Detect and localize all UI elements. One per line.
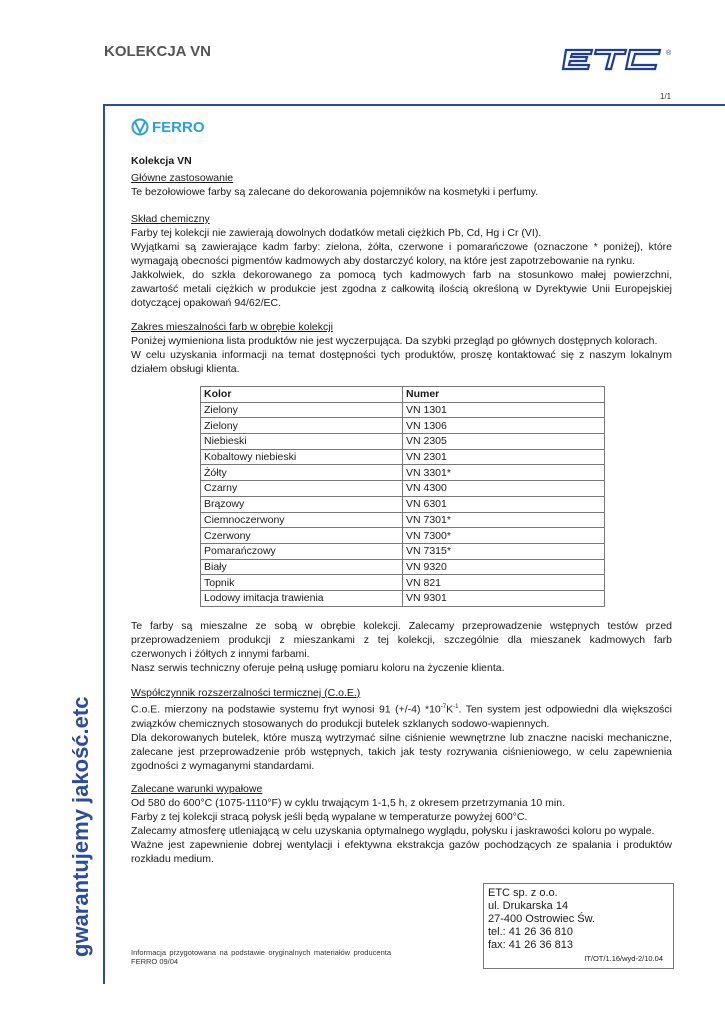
section-coe: [131, 686, 672, 773]
table-row: [201, 481, 605, 497]
cell-numer: VN 2301: [403, 449, 605, 465]
text-line: W celu uzyskania informacji na temat dostępności tych produktów, proszę kontaktować się z naszym lokalnym: [131, 349, 672, 361]
cell-numer: VN 6301: [403, 496, 605, 512]
text-line: Farby z tej kolekcji stracą połysk jeśli będą wypalane w temperaturze powyżej 600°C.: [131, 811, 528, 823]
text-line: Te bezołowiowe farby są zalecane do dekorowania pojemników na kosmetyki i perfumy.: [131, 186, 539, 198]
doc-heading: Kolekcja VN: [131, 155, 192, 167]
text-line: rozkładu medium.: [131, 853, 214, 865]
cell-kolor: Topnik: [201, 575, 403, 591]
text-line: Poniżej wymieniona lista produktów nie jest wyczerpująca. Da szybki przegląd po głównych dostępnych kolorach.: [131, 335, 658, 347]
ferro-check-icon: [131, 118, 149, 136]
text-line: [131, 700, 672, 717]
table-row: [201, 496, 605, 512]
table-row: [201, 402, 605, 418]
text-line: zawartość metali ciężkich w produkcie jest zgodna z całkowitą ilością określoną w Dyrektywie Unii Europejskiej: [131, 283, 672, 295]
table-row: [201, 512, 605, 528]
cell-kolor: Niebieski: [201, 434, 403, 450]
text-line: Zalecamy atmosferę utleniającą w celu uzyskania optymalnego wyglądu, połysku i jaskrawości koloru po wypale.: [131, 825, 655, 837]
table-row: [201, 575, 605, 591]
table-row: [201, 418, 605, 434]
cell-numer: VN 7315*: [403, 543, 605, 559]
text-line: działem obsługi klienta.: [131, 363, 240, 375]
text-line: dotyczącej opakowań 94/62/EC.: [131, 297, 282, 309]
text-line: Wyjątkami są zawierające kadm farby: zielona, żółta, czerwone i pomarańczowe (oznaczone * poniżej), które: [131, 241, 672, 253]
cell-kolor: Kobaltowy niebieski: [201, 449, 403, 465]
cell-numer: VN 7301*: [403, 512, 605, 528]
section-title: Skład chemiczny: [131, 213, 210, 225]
cell-kolor: Zielony: [201, 402, 403, 418]
table-row: [201, 434, 605, 450]
cell-numer: VN 1301: [403, 402, 605, 418]
text-line: Nasz serwis techniczny oferuje pełną usługę pomiaru koloru na życzenie klienta.: [131, 662, 505, 674]
text-line: związków chemicznych stosowanych do produkcji butelek szklanych sodowo-wapiennych.: [131, 717, 550, 730]
text-part: . Ten system jest odpowiedni dla większości: [458, 703, 672, 716]
cell-kolor: Ciemnoczerwony: [201, 512, 403, 528]
section-title: Zakres mieszalności farb w obrębie kolekcji: [131, 321, 333, 333]
cell-kolor: Czerwony: [201, 528, 403, 544]
table-row: [201, 528, 605, 544]
section-title: Zalecane warunki wypałowe: [131, 783, 263, 795]
source-note: Informacja przygotowana na podstawie oryginalnych materiałów producenta FERRO 09/04: [131, 948, 391, 966]
text-line: Farby tej kolekcji nie zawierają dowolnych dodatków metali ciężkich Pb, Cd, Hg i Cr (VI).: [131, 227, 542, 239]
section-title: Główne zastosowanie: [131, 172, 234, 184]
page-number: 1/1: [660, 92, 672, 101]
section-title: Współczynnik rozszerzalności termicznej (C.o.E.): [131, 687, 361, 699]
text-line: zalecane jest przeprowadzenie prób wstępnych, takich jak testy rozrywania ciśnieniowego, w celu zapewnienia: [131, 745, 672, 758]
document-code: IT/OT/1.16/wyd-2/10.04: [584, 954, 663, 963]
section-composition: [131, 212, 672, 310]
address-line: 27-400 Ostrowiec Św.: [488, 913, 595, 925]
text-part: C.o.E. mierzony na podstawie systemu fryt wynosi 91 (+/-4) *10: [131, 703, 441, 716]
text-line: wymagają obecności pigmentów kadmowych aby dostarczyć kolory, na które jest zapotrzebowanie na rynku.: [131, 255, 636, 267]
table-row: [201, 590, 605, 606]
cell-numer: VN 9320: [403, 559, 605, 575]
address-line: tel.: 41 26 36 810: [488, 926, 574, 938]
cell-numer: VN 3301*: [403, 465, 605, 481]
superscript: -1: [453, 704, 459, 710]
address-box: [483, 883, 674, 969]
section-firing: [131, 782, 672, 866]
section-usage: [131, 171, 672, 199]
superscript: -7: [440, 704, 447, 710]
ferro-brand-text: FERRO: [152, 118, 205, 136]
text-line: czerwonych i żółtych z innymi farbami.: [131, 648, 310, 660]
address-line: fax: 41 26 36 813: [488, 939, 574, 951]
cell-kolor: Pomarańczowy: [201, 543, 403, 559]
address-line: ul. Drukarska 14: [488, 900, 569, 912]
cell-kolor: Lodowy imitacja trawienia: [201, 590, 403, 606]
svg-text:®: ®: [666, 50, 672, 57]
header-kolor: Kolor: [201, 387, 403, 403]
cell-kolor: Żółty: [201, 465, 403, 481]
top-divider: [103, 104, 725, 106]
table-row: [201, 543, 605, 559]
cell-numer: VN 2305: [403, 434, 605, 450]
section-mixing: [131, 320, 672, 376]
text-line: Te farby są mieszalne ze sobą w obrębie kolekcji. Zalecamy przeprowadzenie wstępnych testów przed: [131, 620, 672, 632]
header-numer: Numer: [403, 387, 605, 403]
cell-kolor: Biały: [201, 559, 403, 575]
address-line: ETC sp. z o.o.: [488, 887, 558, 899]
table-header-row: [201, 387, 605, 403]
cell-kolor: Zielony: [201, 418, 403, 434]
section-mixing-notes: [131, 619, 672, 675]
cell-numer: VN 7300*: [403, 528, 605, 544]
slogan: gwarantujemy jakość.etc: [68, 696, 93, 957]
heading-section: [131, 154, 672, 168]
text-line: przeprowadzeniem produkcji z mieszankami z tej kolekcji, szczególnie dla mieszanek kadmowych farb: [131, 634, 672, 646]
text-line: zgodności z wymaganymi standardami.: [131, 759, 315, 772]
text-line: Od 580 do 600°C (1075-1110°F) w cyklu trwającym 1-1,5 h, z okresem przetrzymania 10 min.: [131, 797, 566, 809]
side-divider: [103, 104, 105, 984]
text-line: Jakkolwiek, do szkła dekorowanego za pomocą tych kadmowych farb na stosunkowo małej powierzchni,: [131, 269, 672, 281]
cell-numer: VN 1306: [403, 418, 605, 434]
ferro-logo: [131, 118, 205, 136]
cell-kolor: Brązowy: [201, 496, 403, 512]
table-row: [201, 465, 605, 481]
etc-logo: [560, 47, 675, 75]
text-part: K: [446, 703, 454, 716]
table-row: [201, 559, 605, 575]
cell-numer: VN 9301: [403, 590, 605, 606]
cell-numer: VN 4300: [403, 481, 605, 497]
document-title: KOLEKCJA VN: [104, 43, 211, 60]
text-line: Dla dekorowanych butelek, które muszą wytrzymać silne ciśnienie wewnętrzne lub znaczne naciski mechaniczne,: [131, 731, 672, 744]
table-row: [201, 449, 605, 465]
color-table: [200, 386, 605, 607]
cell-kolor: Czarny: [201, 481, 403, 497]
cell-numer: VN 821: [403, 575, 605, 591]
text-line: Ważne jest zapewnienie dobrej wentylacji i efektywna ekstrakcja gazów pochodzących ze spalania i produktów: [131, 839, 672, 851]
